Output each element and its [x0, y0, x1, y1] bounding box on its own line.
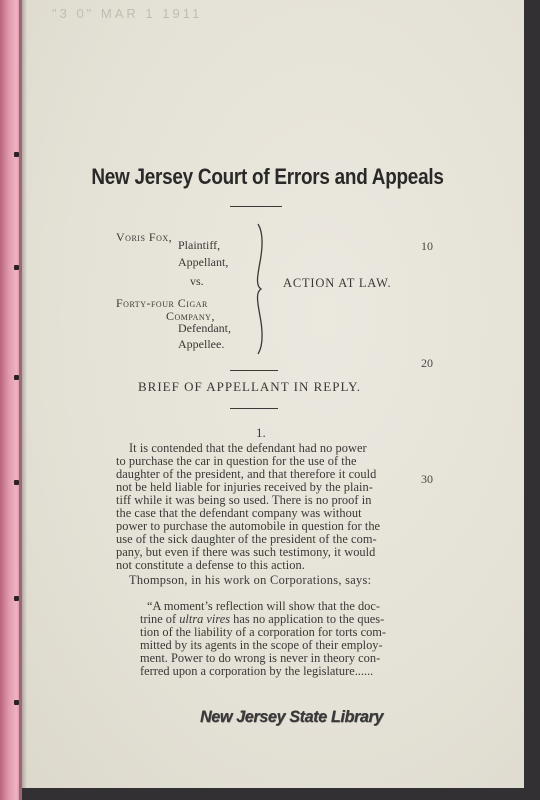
- caption-brace: [232, 222, 272, 356]
- library-stamp: New Jersey State Library: [200, 707, 383, 726]
- quote-line: “A moment’s reflection will show that the doc-: [147, 599, 380, 613]
- section-number: 1.: [256, 425, 266, 440]
- paragraph-line: use of the sick daughter of the president of the com-: [116, 532, 377, 546]
- quote-line: mitted by its agents in the scope of their employ-: [140, 638, 383, 652]
- action-label: ACTION AT LAW.: [283, 276, 392, 290]
- latin-term: ultra vires: [179, 612, 231, 626]
- paragraph-line: It is contended that the defendant had no power: [129, 441, 367, 455]
- plaintiff-name: Voris Fox,: [116, 230, 173, 244]
- paragraph-line: the case that the defendant company was without: [116, 506, 362, 520]
- title-divider: [230, 206, 282, 207]
- paragraph-line: not be held liable for injuries received by the plain-: [116, 480, 373, 494]
- quote-line: ferred upon a corporation by the legislature......: [140, 664, 374, 678]
- gutter-shadow: [19, 0, 27, 800]
- plaintiff-role: Plaintiff,: [178, 238, 221, 252]
- quote-line: ment. Power to do wrong is never in theory con-: [140, 651, 381, 665]
- brief-heading: BRIEF OF APPELLANT IN REPLY.: [138, 379, 362, 394]
- defendant-role: Defendant,: [178, 321, 231, 335]
- paragraph-line: tiff while it was being so used. There is no proof in: [116, 493, 372, 507]
- defendant-role-appellee: Appellee.: [178, 337, 225, 351]
- line-number-20: 20: [421, 356, 433, 370]
- date-received-stamp: "3 0" MAR 1 1911: [52, 6, 203, 21]
- court-title: New Jersey Court of Errors and Appeals: [91, 164, 444, 189]
- defendant-name-cont: Company,: [166, 309, 215, 323]
- line-number-10: 10: [421, 239, 433, 253]
- section-divider-top: [230, 370, 278, 371]
- quote-line: tion of the liability of a corporation for torts com-: [140, 625, 387, 639]
- plaintiff-role-appellant: Appellant,: [178, 255, 229, 269]
- line-number-30: 30: [421, 472, 433, 486]
- scan-background-bottom: [22, 788, 540, 800]
- defendant-name: Forty-four Cigar: [116, 296, 208, 310]
- scan-background-right: [524, 0, 540, 800]
- paragraph-line: power to purchase the automobile in question for the: [116, 519, 381, 533]
- quote-intro: Thompson, in his work on Corporations, says:: [129, 573, 372, 587]
- paragraph-line: not constitute a defense to this action.: [116, 558, 305, 572]
- quote-text: has no application to the ques-: [230, 612, 385, 626]
- paragraph-line: to purchase the car in question for the use of the: [116, 454, 357, 468]
- versus-label: vs.: [190, 274, 204, 288]
- paragraph-line: daughter of the president, and that therefore it could: [116, 467, 377, 481]
- paragraph-line: pany, but even if there was such testimony, it would: [116, 545, 376, 559]
- quote-text: trine of: [140, 612, 180, 626]
- section-divider-bottom: [230, 408, 278, 409]
